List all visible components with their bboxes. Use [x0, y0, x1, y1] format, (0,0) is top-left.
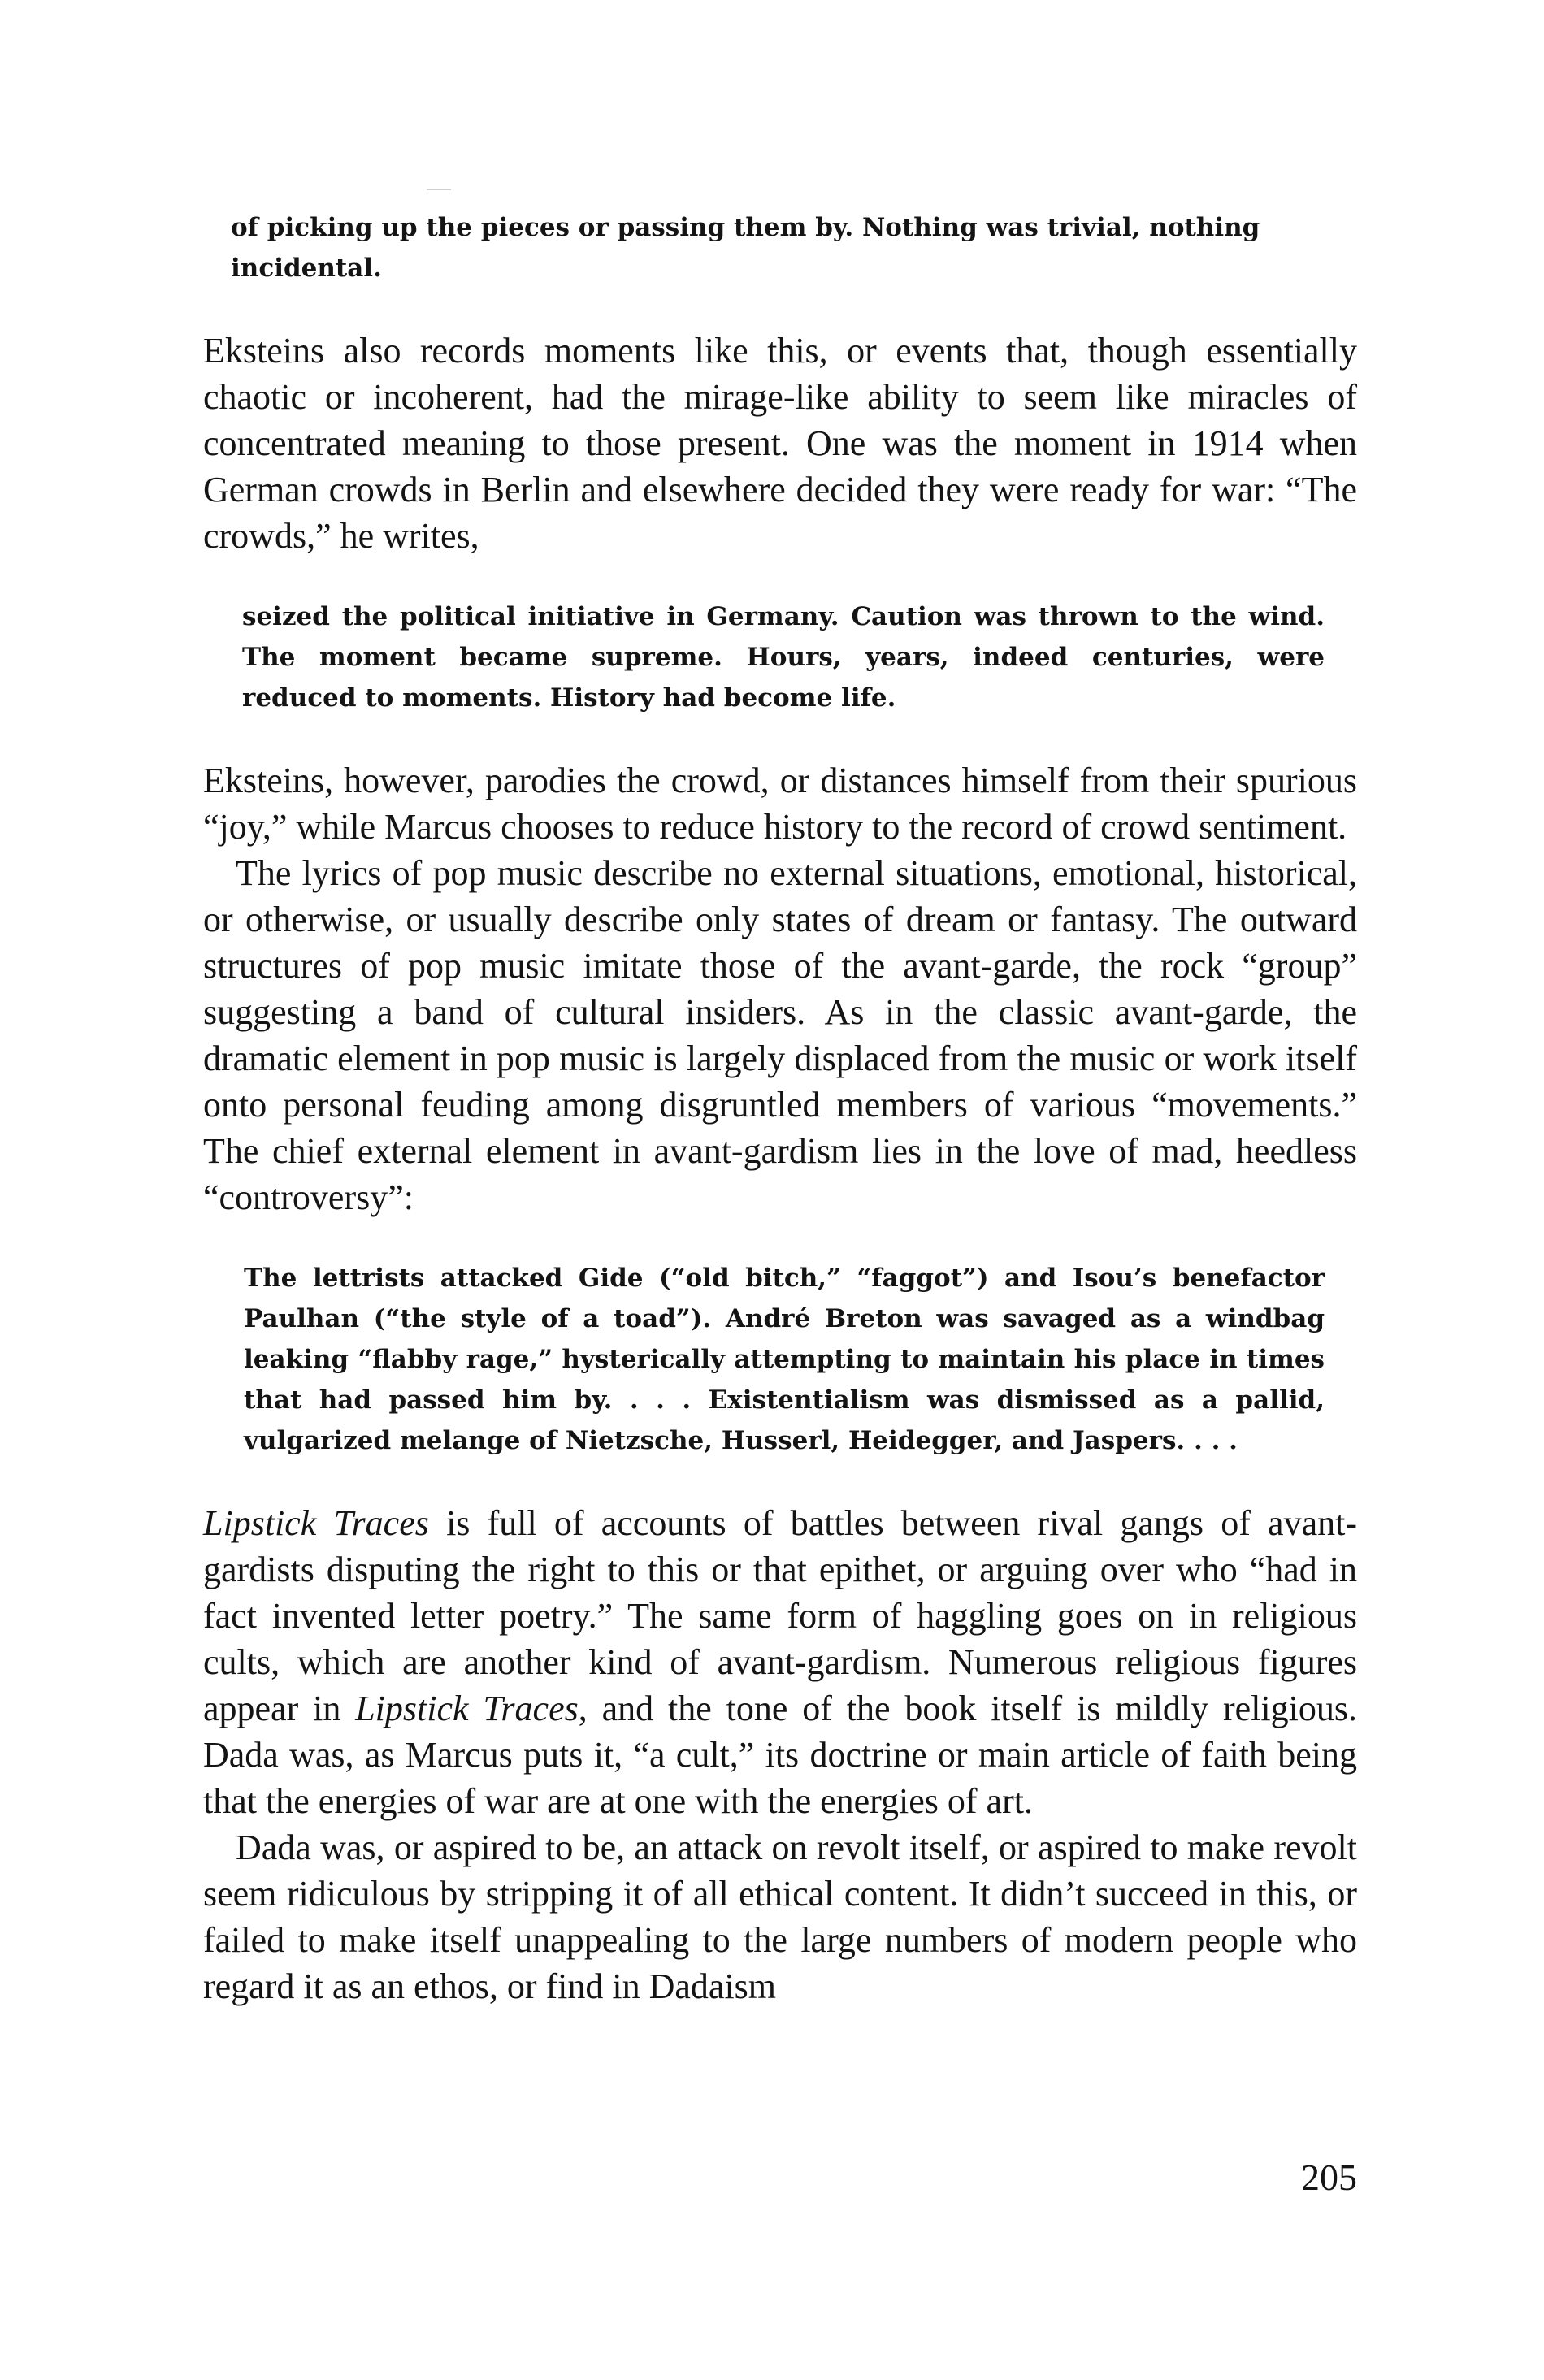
page-number: 205 [1301, 2157, 1357, 2198]
paragraph-text: is full of accounts of battles between rival gangs of avant-gardists disputing the right to this or that epithet, or arguing over who “had in fact invented letter poetry.” The same form of haggling goes on in religious cults, which are another kind of avant-gardism. Numerous religious figures appear in [203, 1503, 1357, 1728]
block-quote-continuation [231, 207, 1325, 288]
paragraph-pop-music: The lyrics of pop music describe no external situations, emotional, historical, or otherwise, or usually describe only states of dream or fantasy. The outward structures of pop music imitate those of the avant-garde, the rock “group” suggesting a band of cultural insiders. As in the classic avant-garde, the dramatic element in pop music is largely displaced from the music or work itself onto personal feuding among disgruntled members of various “movements.” The chief external element in avant-gardism lies in the love of mad, heedless “controversy”: [203, 853, 1357, 1217]
block-quote-crowds: seized the political initiative in Germany. Caution was thrown to the wind. The moment became supreme. Hours, years, indeed centuries, were reduced to moments. History had become life. [242, 602, 1325, 713]
quote-line-1: of picking up the pieces or passing them by. Nothing was trivial, nothing [231, 213, 1260, 242]
paragraph-eksteins-parodies: Eksteins, however, parodies the crowd, or distances himself from their spurious “joy,” while Marcus chooses to reduce history to the record of crowd sentiment. [203, 761, 1357, 847]
quote-line-2: incidental. [231, 254, 382, 283]
block-quote-lettrists: The lettrists attacked Gide (“old bitch,” “faggot”) and Isou’s benefactor Paulhan (“the style of a toad”). André Breton was savaged as a windbag leaking “flabby rage,” hysterically attempting to maintain his place in times that had passed him by. . . . Existentialism was dismissed as a pallid, vulgarized melange of Nietzsche, Husserl, Heidegger, and Jaspers. . . . [244, 1264, 1325, 1455]
paragraph-lipstick-traces [203, 1500, 1357, 1824]
page-body [203, 207, 1357, 2009]
paragraph-text: , and the tone of the book itself is mildly religious. Dada was, as Marcus puts it, “a cult,” its doctrine or main article of faith being that the energies of war are at one with the energies of art. [203, 1689, 1357, 1821]
paragraph-dada-revolt: Dada was, or aspired to be, an attack on revolt itself, or aspired to make revolt seem ridiculous by stripping it of all ethical content. It didn’t succeed in this, or failed to make itself unappealing to the large numbers of modern people who regard it as an ethos, or find in Dadaism [203, 1827, 1357, 2006]
book-title: Lipstick Traces [355, 1689, 579, 1728]
book-title: Lipstick Traces [203, 1503, 429, 1543]
paragraph-eksteins-moments: Eksteins also records moments like this, or events that, though essentially chaotic or incoherent, had the mirage-like ability to seem like miracles of concentrated meaning to those present. One was the moment in 1914 when German crowds in Berlin and elsewhere decided they were ready for war: “The crowds,” he writes, [203, 331, 1357, 556]
scan-mark [427, 189, 451, 190]
